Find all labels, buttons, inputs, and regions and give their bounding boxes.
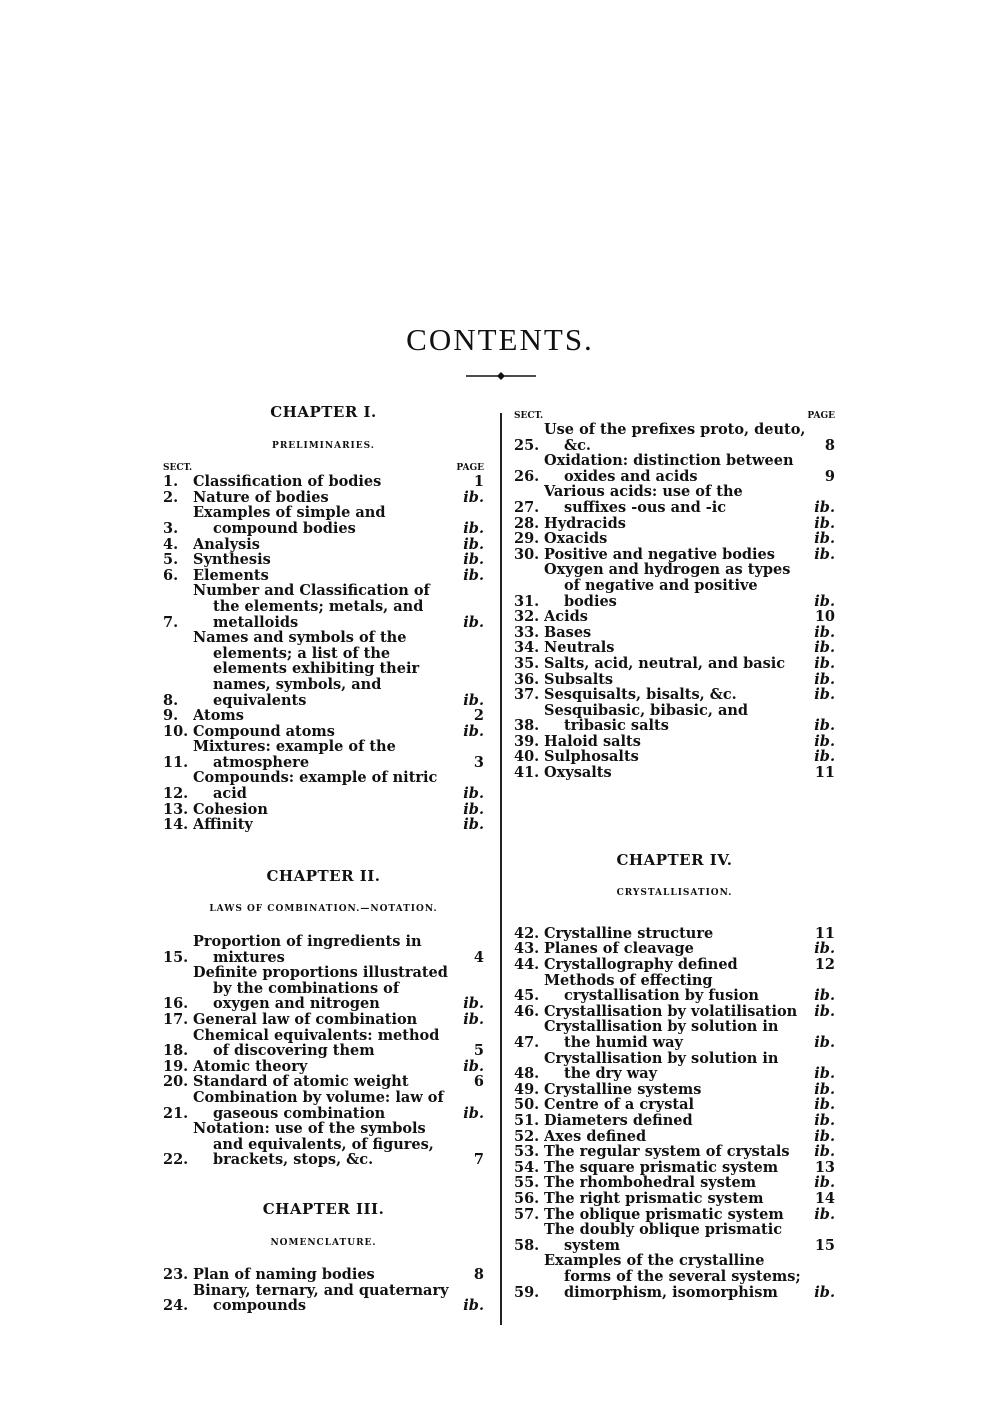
entry-title: Haloid salts xyxy=(544,733,641,750)
toc-entry xyxy=(163,1012,484,1028)
page-number: ib. xyxy=(814,514,835,532)
section-number: 16. xyxy=(163,995,189,1013)
entry-title: Names and symbols of the elements; a list of the elements exhibiting their names, symbols, and equivalents xyxy=(193,630,420,709)
page-number: ib. xyxy=(814,717,835,735)
page-number: ib. xyxy=(814,1034,835,1051)
section-number: 43. xyxy=(514,940,540,958)
page-number: 13 xyxy=(814,1158,835,1176)
page-number: ib. xyxy=(814,592,835,610)
toc-entry xyxy=(514,1004,835,1020)
page-number: 6 xyxy=(473,1073,484,1091)
section-number: 29. xyxy=(514,530,540,548)
entry-title: Neutrals xyxy=(544,640,615,656)
entry-title: Number and Classification of the elements; metals, and metalloids xyxy=(193,583,430,631)
page-number: ib. xyxy=(463,995,484,1013)
page-number: ib. xyxy=(814,940,835,958)
chapter-4-heading: CHAPTER IV. xyxy=(616,850,733,869)
toc-entry xyxy=(514,640,835,656)
entry-title: Use of the prefixes proto, deuto, &c. xyxy=(544,422,806,454)
column-divider xyxy=(500,413,502,1325)
entry-title: Axes defined xyxy=(544,1128,647,1145)
toc-entry xyxy=(514,609,835,625)
toc-entry xyxy=(163,770,484,801)
section-number: 8. xyxy=(163,691,179,709)
page-number: ib. xyxy=(814,545,835,563)
page-number: ib. xyxy=(463,566,484,584)
page-number: ib. xyxy=(463,535,484,553)
toc-entry xyxy=(514,1144,835,1160)
entry-title: Analysis xyxy=(193,536,260,553)
page-number: 2 xyxy=(473,707,484,725)
entry-title: The right prismatic system xyxy=(544,1190,764,1207)
section-number: 44. xyxy=(514,956,540,974)
toc-entry xyxy=(163,474,484,490)
toc-entry xyxy=(163,817,484,833)
section-number: 39. xyxy=(514,732,540,750)
toc-entry xyxy=(163,708,484,724)
page-label: PAGE xyxy=(807,411,835,421)
toc-entry xyxy=(514,687,835,703)
section-number: 54. xyxy=(514,1158,540,1176)
section-number: 55. xyxy=(514,1174,540,1192)
section-number: 47. xyxy=(514,1034,540,1051)
entry-title: Mixtures: example of the atmosphere xyxy=(193,739,396,771)
section-number: 13. xyxy=(163,800,189,818)
section-number: 42. xyxy=(514,924,540,942)
page-number: ib. xyxy=(814,639,835,657)
entry-title: Oxidation: distinction between oxides and acids xyxy=(544,453,794,485)
entry-title: Crystallography defined xyxy=(544,957,738,973)
page-number: ib. xyxy=(814,1002,835,1020)
toc-entry xyxy=(514,1129,835,1145)
section-number: 20. xyxy=(163,1073,189,1091)
entry-title: Hydracids xyxy=(544,515,626,532)
page-number: ib. xyxy=(463,1011,484,1028)
page-number: ib. xyxy=(814,1205,835,1223)
toc-entry xyxy=(163,1283,484,1314)
toc-entry xyxy=(514,1222,835,1253)
toc-entry xyxy=(163,1059,484,1075)
page-number: 7 xyxy=(473,1151,484,1169)
entry-title: The square prismatic system xyxy=(544,1159,779,1176)
page-number: ib. xyxy=(463,1104,484,1122)
entry-title: Atomic theory xyxy=(193,1058,308,1075)
page-number: ib. xyxy=(463,488,484,506)
section-number: 53. xyxy=(514,1143,540,1161)
sect-label: SECT. xyxy=(514,411,544,421)
toc-entry xyxy=(514,1191,835,1207)
entry-title: Combination by volume: law of gaseous combination xyxy=(193,1089,444,1122)
toc-entry xyxy=(514,734,835,750)
section-number: 11. xyxy=(163,753,189,771)
entry-title: Sesquibasic, bibasic, and tribasic salts xyxy=(544,702,749,734)
section-number: 34. xyxy=(514,639,540,657)
page-number: ib. xyxy=(814,1143,835,1161)
toc-entry xyxy=(514,484,835,515)
entry-title: Affinity xyxy=(193,817,253,833)
column-header xyxy=(163,462,484,474)
toc-entry xyxy=(163,1090,484,1121)
section-number: 38. xyxy=(514,717,540,735)
toc-entry xyxy=(163,739,484,770)
toc-entry xyxy=(514,1097,835,1113)
page-number: ib. xyxy=(463,800,484,818)
section-number: 15. xyxy=(163,948,189,966)
page-number: 15 xyxy=(814,1236,835,1254)
section-number: 10. xyxy=(163,722,189,740)
page-number: ib. xyxy=(814,748,835,766)
ornament-rule-icon xyxy=(466,371,536,381)
section-number: 17. xyxy=(163,1011,189,1028)
toc-entry xyxy=(514,1113,835,1129)
toc-entry xyxy=(514,703,835,734)
page-number: ib. xyxy=(814,498,835,516)
toc-entry xyxy=(514,672,835,688)
page-number: ib. xyxy=(814,1096,835,1114)
toc-entry xyxy=(514,516,835,532)
toc-entry xyxy=(163,490,484,506)
section-number: 50. xyxy=(514,1096,540,1114)
toc-entry xyxy=(163,934,484,965)
chapter-1-subtitle: PRELIMINARIES. xyxy=(272,440,375,451)
page-number: ib. xyxy=(814,670,835,688)
toc-entry xyxy=(514,422,835,453)
entry-title: Cohesion xyxy=(193,801,268,818)
section-number: 36. xyxy=(514,670,540,688)
page-number: 4 xyxy=(473,948,484,966)
section-number: 3. xyxy=(163,519,179,537)
entry-title: Crystalline systems xyxy=(544,1081,702,1098)
chapter-2-heading: CHAPTER II. xyxy=(266,866,381,885)
sect-label: SECT. xyxy=(163,463,193,474)
entry-title: Crystallisation by solution in the dry way xyxy=(544,1050,779,1082)
toc-entry xyxy=(163,505,484,536)
page-number: ib. xyxy=(463,691,484,709)
page-number: ib. xyxy=(463,1297,484,1315)
section-number: 41. xyxy=(514,764,540,782)
chapter-4-subtitle: CRYSTALLISATION. xyxy=(616,888,733,899)
toc-entry xyxy=(514,453,835,484)
entry-title: General law of combination xyxy=(193,1012,418,1028)
page-number: 9 xyxy=(824,467,835,485)
entry-title: Binary, ternary, and quaternary compounds xyxy=(193,1282,449,1314)
toc-entry xyxy=(514,625,835,641)
entry-title: Salts, acid, neutral, and basic xyxy=(544,655,786,672)
entry-title: Sulphosalts xyxy=(544,749,639,766)
page-number: 10 xyxy=(814,608,835,626)
entry-title: Diameters defined xyxy=(544,1112,693,1129)
entry-title: Positive and negative bodies xyxy=(544,546,775,563)
entry-title: Oxysalts xyxy=(544,765,612,781)
page-number: ib. xyxy=(814,1065,835,1083)
toc-entry xyxy=(163,965,484,1012)
toc-entry xyxy=(514,957,835,973)
page-number: ib. xyxy=(814,530,835,548)
entry-title: Crystalline structure xyxy=(544,925,714,942)
section-number: 56. xyxy=(514,1189,540,1207)
toc-entry xyxy=(514,547,835,563)
section-number: 26. xyxy=(514,467,540,485)
page-number: ib. xyxy=(463,613,484,631)
page-number: 12 xyxy=(814,956,835,974)
entry-title: Definite proportions illustrated by the combinations of oxygen and nitrogen xyxy=(193,965,448,1012)
toc-entry xyxy=(163,1074,484,1090)
chapter-4-entries xyxy=(514,926,835,1300)
entry-title: Proportion of ingredients in mixtures xyxy=(193,934,422,966)
section-number: 5. xyxy=(163,551,179,569)
section-number: 23. xyxy=(163,1266,189,1284)
toc-entry xyxy=(163,583,484,630)
page-number: ib. xyxy=(814,987,835,1005)
chapter-2-entries xyxy=(163,934,484,1168)
section-number: 35. xyxy=(514,654,540,672)
entry-title: Notation: use of the symbols and equivalents, of figures, brackets, stops, &c. xyxy=(193,1121,434,1168)
toc-entry xyxy=(514,531,835,547)
page-number: ib. xyxy=(814,1174,835,1192)
toc-entry xyxy=(514,1160,835,1176)
entry-title: The oblique prismatic system xyxy=(544,1206,784,1223)
section-number: 49. xyxy=(514,1080,540,1098)
section-number: 31. xyxy=(514,592,540,610)
page-number: ib. xyxy=(814,686,835,704)
section-number: 30. xyxy=(514,545,540,563)
entry-title: Examples of the crystalline forms of the several systems; dimorphism, isomorphism xyxy=(544,1253,801,1301)
entry-title: Atoms xyxy=(193,708,244,724)
toc-entry xyxy=(514,749,835,765)
entry-title: Compound atoms xyxy=(193,723,335,740)
page-number: ib. xyxy=(814,654,835,672)
page-number: ib. xyxy=(463,1057,484,1075)
section-number: 12. xyxy=(163,785,189,803)
toc-entry xyxy=(514,1082,835,1098)
chapter-3-subtitle: NOMENCLATURE. xyxy=(270,1237,377,1248)
page-number: ib. xyxy=(463,816,484,834)
section-number: 22. xyxy=(163,1151,189,1169)
toc-entry xyxy=(163,552,484,568)
toc-entry xyxy=(163,1121,484,1168)
page-number: ib. xyxy=(814,1080,835,1098)
toc-entry xyxy=(163,537,484,553)
page-number: 3 xyxy=(473,753,484,771)
chapter-1-heading: CHAPTER I. xyxy=(270,403,377,421)
section-number: 59. xyxy=(514,1283,540,1301)
entry-title: Elements xyxy=(193,567,269,584)
entry-title: Oxygen and hydrogen as types of negative and positive bodies xyxy=(544,562,791,610)
entry-title: The rhombohedral system xyxy=(544,1175,757,1191)
page-number: ib. xyxy=(463,722,484,740)
section-number: 45. xyxy=(514,987,540,1005)
page-number: 8 xyxy=(824,436,835,454)
page-number: ib. xyxy=(463,519,484,537)
section-number: 14. xyxy=(163,816,189,834)
section-number: 28. xyxy=(514,514,540,532)
left-column xyxy=(163,405,484,1314)
section-number: 24. xyxy=(163,1297,189,1315)
entry-title: Nature of bodies xyxy=(193,489,329,506)
entry-title: Centre of a crystal xyxy=(544,1097,694,1113)
entry-title: Synthesis xyxy=(193,552,271,568)
page-number: 11 xyxy=(814,924,835,942)
section-number: 4. xyxy=(163,535,179,553)
toc-entry xyxy=(514,1175,835,1191)
entry-title: Compounds: example of nitric acid xyxy=(193,770,438,802)
section-number: 52. xyxy=(514,1127,540,1145)
toc-entry xyxy=(163,724,484,740)
toc-entry xyxy=(163,630,484,708)
section-number: 48. xyxy=(514,1065,540,1083)
page-title: CONTENTS. xyxy=(406,322,594,357)
toc-entry xyxy=(514,926,835,942)
entry-title: Crystallisation by volatilisation xyxy=(544,1003,798,1020)
section-number: 58. xyxy=(514,1236,540,1254)
entry-title: Sesquisalts, bisalts, &c. xyxy=(544,687,737,703)
entry-title: The regular system of crystals xyxy=(544,1144,790,1160)
right-column xyxy=(514,410,835,1300)
toc-entry xyxy=(514,1207,835,1223)
entry-title: Various acids: use of the suffixes -ous and -ic xyxy=(544,484,743,516)
toc-entry xyxy=(514,1051,835,1082)
continued-entries xyxy=(514,422,835,781)
chapter-3-heading: CHAPTER III. xyxy=(262,1199,385,1218)
entry-title: Classification of bodies xyxy=(193,474,382,490)
toc-entry xyxy=(163,1028,484,1059)
section-number: 9. xyxy=(163,707,179,725)
section-number: 46. xyxy=(514,1002,540,1020)
toc-entry xyxy=(514,941,835,957)
toc-entry xyxy=(514,562,835,609)
toc-entry xyxy=(514,765,835,781)
chapter-2-subtitle: LAWS OF COMBINATION.—NOTATION. xyxy=(209,904,438,915)
chapter-3-entries xyxy=(163,1267,484,1314)
chapter-1-entries xyxy=(163,474,484,833)
section-number: 51. xyxy=(514,1111,540,1129)
toc-entry xyxy=(163,1267,484,1283)
entry-title: Subsalts xyxy=(544,671,614,688)
section-number: 57. xyxy=(514,1205,540,1223)
page-number: 5 xyxy=(473,1042,484,1060)
toc-entry xyxy=(514,656,835,672)
toc-entry xyxy=(514,973,835,1004)
section-number: 21. xyxy=(163,1104,189,1122)
toc-entry xyxy=(514,1019,835,1050)
page-number: ib. xyxy=(814,1111,835,1129)
page-number: 11 xyxy=(814,764,835,782)
entry-title: Plan of naming bodies xyxy=(193,1267,375,1283)
section-number: 7. xyxy=(163,613,179,631)
entry-title: Oxacids xyxy=(544,531,608,547)
page-number: 8 xyxy=(473,1266,484,1284)
section-number: 19. xyxy=(163,1057,189,1075)
page-number: 14 xyxy=(814,1189,835,1207)
section-number: 6. xyxy=(163,566,179,584)
entry-title: Standard of atomic weight xyxy=(193,1074,409,1090)
section-number: 27. xyxy=(514,498,540,516)
section-number: 32. xyxy=(514,608,540,626)
section-number: 18. xyxy=(163,1042,189,1060)
entry-title: Crystallisation by solution in the humid way xyxy=(544,1019,779,1051)
entry-title: Chemical equivalents: method of discovering them xyxy=(193,1027,440,1059)
section-number: 33. xyxy=(514,623,540,641)
toc-entry xyxy=(163,802,484,818)
page-number: ib. xyxy=(814,1283,835,1301)
section-number: 1. xyxy=(163,473,179,491)
toc-entry xyxy=(163,568,484,584)
entry-title: Methods of effecting crystallisation by fusion xyxy=(544,972,759,1004)
page-number: ib. xyxy=(814,623,835,641)
section-number: 37. xyxy=(514,686,540,704)
entry-title: Acids xyxy=(544,609,588,625)
entry-title: The doubly oblique prismatic system xyxy=(544,1222,783,1254)
page-number: ib. xyxy=(463,785,484,803)
page-number: ib. xyxy=(463,551,484,569)
section-number: 40. xyxy=(514,748,540,766)
page-label: PAGE xyxy=(456,463,484,474)
page-number: ib. xyxy=(814,732,835,750)
entry-title: Examples of simple and compound bodies xyxy=(193,505,386,537)
page-number: 1 xyxy=(473,473,484,491)
column-header xyxy=(514,410,835,422)
section-number: 2. xyxy=(163,488,179,506)
page-number: ib. xyxy=(814,1127,835,1145)
entry-title: Planes of cleavage xyxy=(544,941,694,958)
toc-entry xyxy=(514,1253,835,1300)
entry-title: Bases xyxy=(544,624,592,641)
section-number: 25. xyxy=(514,436,540,454)
